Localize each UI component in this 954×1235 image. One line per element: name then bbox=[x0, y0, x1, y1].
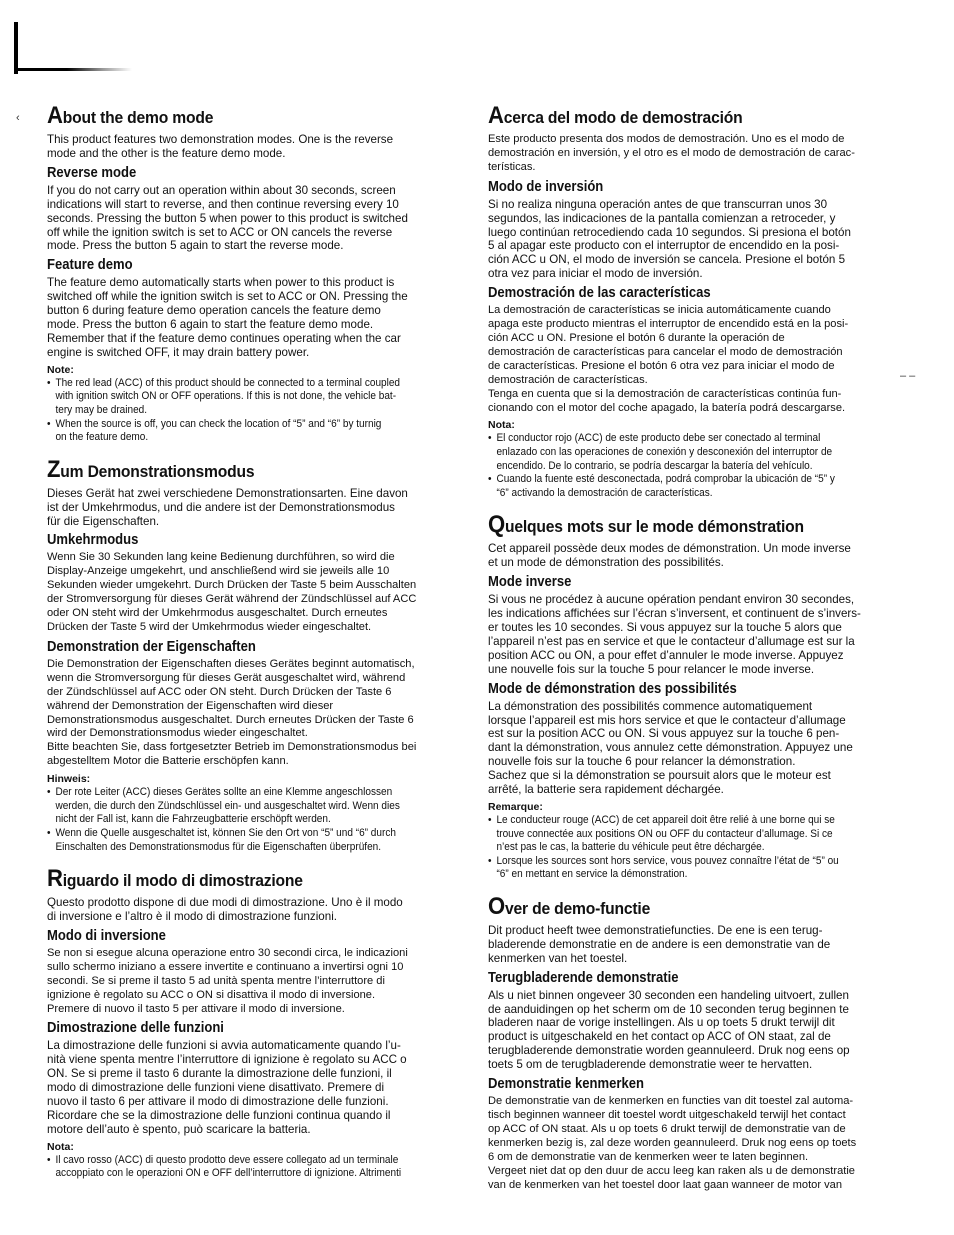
subheading: Terugbladerende demonstratie bbox=[488, 969, 679, 986]
title-text: bout the demo mode bbox=[62, 108, 214, 127]
section-title bbox=[47, 102, 411, 129]
intro-text: Este producto presenta dos modos de demostración. Uno es el modo de demostración en inversión, y el otro es el modo de demostración de carac- terísticas. bbox=[488, 133, 855, 173]
subheading: Demonstratie kenmerken bbox=[488, 1076, 644, 1093]
note-item: • Lorsque les sources sont hors service, vous pouvez connaître l’état de “5” ou “6” en mettant en service la démonstration. bbox=[488, 855, 893, 882]
margin-mark: ‹ bbox=[16, 112, 20, 124]
body-text: If you do not carry out an operation within about 30 seconds, screen indications will start to reverse, and then continue reversing every 10 seconds. Pressing the button 5 when power to this product is switched off while the ignition switch is set to ACC or ON cancels the reverse mode. Press the button 5 again to start the reverse mode. bbox=[47, 183, 408, 253]
note-list bbox=[47, 786, 443, 854]
intro-text: Dit product heeft twee demonstratiefuncties. De ene is een terug- bladerende demonstratie en de andere is een demonstratie van de kenmerken van het toestel. bbox=[488, 923, 831, 965]
title-text: uelques mots sur le mode démonstration bbox=[504, 517, 804, 537]
note-title: Hinweis: bbox=[47, 773, 91, 786]
intro-text: Dieses Gerät hat zwei verschiedene Demonstrationsarten. Eine davon ist der Umkehrmodus, und die andere ist der Demonstrationsmodus für die Eigenschaften. bbox=[47, 486, 408, 528]
subheading: Demonstration der Eigenschaften bbox=[47, 638, 256, 655]
note-item: • Wenn die Quelle ausgeschaltet ist, können Sie den Ort von “5” und “6” durch Einschalten des Demonstrationsmodus für die Eigenschaften überprüfen. bbox=[47, 827, 450, 854]
section-french bbox=[488, 511, 886, 882]
right-column bbox=[488, 102, 886, 1192]
title-text: cerca del modo de demostración bbox=[503, 108, 743, 127]
note-item: • Der rote Leiter (ACC) dieses Gerätes sollte an eine Klemme angeschlossen werden, die durch den Zündschlüssel ein- und ausgeschaltet wird. Wenn dies nicht der Fall ist, kann die Fahrzeugbatterie erschöpft werden. bbox=[47, 786, 450, 827]
subheading: Dimostrazione delle funzioni bbox=[47, 1020, 224, 1037]
section-german bbox=[47, 455, 443, 854]
note-item: • Il cavo rosso (ACC) di questo prodotto deve essere collegato ad un terminale accoppiato con le operazioni ON e OFF dell’interruttore di ignizione. Altrimenti bbox=[47, 1154, 450, 1181]
subheading: Feature demo bbox=[47, 257, 133, 274]
title-text: ver de demo-functie bbox=[504, 898, 651, 918]
note-list bbox=[47, 1154, 443, 1181]
corner-crop-mark bbox=[14, 22, 18, 74]
note-item: • Le conducteur rouge (ACC) de cet appareil doit être relié à une borne qui se trouve connectée aux positions ON ou OFF du contacteur d’allumage. Si ce n’est pas le cas, la batterie du véhicule peut être déchargée. bbox=[488, 814, 893, 855]
drop-cap: O bbox=[488, 892, 505, 920]
section-title bbox=[488, 892, 854, 920]
note-list bbox=[47, 377, 443, 445]
subheading: Modo di inversione bbox=[47, 927, 166, 944]
section-title bbox=[47, 865, 411, 893]
section-title bbox=[488, 102, 854, 129]
body-text: Die Demonstration der Eigenschaften dieses Gerätes beginnt automatisch, wenn die Stromversorgung für dieses Gerät ausgeschaltet wird, während der Zündschlüssel auf ACC oder ON steht. Durch Drücken der Taste 6 während der Demonstration der Eigenschaften wird dieser Demonstrationsmodus ausgeschaltet. Durch erneutes Drücken der Taste 6 wird der Demonstrationsmodus wieder eingeschaltet. Bitte beachten Sie, dass fortgesetzter Betrieb im Demonstrationsmodus bei abgestelltem Motor die Batterie erschöpfen kann. bbox=[47, 657, 417, 768]
subheading: Demostración de las características bbox=[488, 285, 711, 302]
note-list bbox=[488, 432, 886, 500]
section-title bbox=[47, 455, 411, 483]
body-text: La dimostrazione delle funzioni si avvia automaticamente quando l’u- nità viene spenta mentre l’interruttore di ignizione è regolato su ACC o ON. Se si preme il tasto 6 durante la dimostrazione delle funzioni, il modo di dimostrazione delle funzioni viene disattivato. Premere di nuovo il tasto 6 per attivare il modo di dimostrazione delle funzioni. Ricordare che se la dimostrazione delle funzioni continua quando il motore dell’auto è spento, può scaricare la batteria. bbox=[47, 1039, 407, 1136]
subheading: Mode inverse bbox=[488, 574, 572, 591]
note-item: • When the source is off, you can check the location of “5” and “6” by turnig on the feature demo. bbox=[47, 418, 450, 445]
body-text: Als u niet binnen ongeveer 30 seconden een handeling uitvoert, zullen de aanduidingen op het scherm om de 10 seconden terug beginnen te bladeren naar de vorige instellingen. Als u op toets 5 drukt terwijl dit product is uitgeschakeld en het contact op ACC of ON staat, zal de terugbladerende demonstratie worden geannuleerd. Druk nog eens op toets 5 om de terugbladerende demonstratie weer te hervatten. bbox=[488, 988, 850, 1072]
subheading: Reverse mode bbox=[47, 164, 137, 181]
note-title: Remarque: bbox=[488, 800, 543, 813]
drop-cap: A bbox=[488, 102, 504, 129]
corner-crop-line bbox=[14, 68, 132, 71]
section-spanish bbox=[488, 102, 886, 500]
note-title: Nota: bbox=[47, 1140, 74, 1153]
drop-cap: Z bbox=[47, 455, 61, 483]
intro-text: Cet appareil possède deux modes de démonstration. Un mode inverse et un mode de démonstration des possibilités. bbox=[488, 542, 851, 570]
body-text: Si no realiza ninguna operación antes de que transcurran unos 30 segundos, las indicaciones de la pantalla comienzan a retroceder, y luego continúan retrocediendo cada 10 segundos. Si presiona el botón 5 al apagar este producto con el interruptor de encendido en la posi- ción ACC u ON, el modo de inversión se cancela. Presione el botón 5 otra vez para iniciar el modo de inversión. bbox=[488, 197, 851, 281]
drop-cap: A bbox=[47, 102, 63, 129]
note-title: Nota: bbox=[488, 419, 515, 432]
section-italian bbox=[47, 865, 443, 1181]
note-title: Note: bbox=[47, 363, 74, 376]
note-item: • Cuando la fuente esté desconectada, podrá comprobar la ubicación de “5” y “6” activando la demostración de características. bbox=[488, 473, 893, 500]
note-item: • El conductor rojo (ACC) de este producto debe ser conectado al terminal enlazado con las operaciones de conexión y desconexión del interruptor de encendido. De lo contrario, se podría descargar la batería del vehículo. bbox=[488, 432, 893, 473]
left-column bbox=[47, 102, 443, 1181]
subheading: Mode de démonstration des possibilités bbox=[488, 680, 737, 697]
drop-cap: Q bbox=[488, 511, 505, 539]
subheading: Umkehrmodus bbox=[47, 532, 139, 549]
body-text: Se non si esegue alcuna operazione entro 30 secondi circa, le indicazioni sullo schermo iniziano a essere invertite e continuano a invertirsi ogni 10 secondi. Se si preme il tasto 5 ad unità spenta mentre l’interruttore di ignizione è regolato su ACC o ON si disattiva il modo di inversione. Premere di nuovo il tasto 5 per attivare il modo di inversione. bbox=[47, 946, 408, 1015]
drop-cap: R bbox=[47, 865, 63, 893]
section-title bbox=[488, 511, 854, 539]
intro-text: Questo prodotto dispone di due modi di dimostrazione. Uno è il modo di inversione e l’altro è il modo di dimostrazione funzioni. bbox=[47, 896, 403, 924]
title-text: um Demonstrationsmodus bbox=[60, 461, 255, 481]
body-text: Si vous ne procédez à aucune opération pendant environ 30 secondes, les indications affichées sur l’écran s’inversent, et continuent de s’invers- er toutes les 10 secondes. Si vous appuyez sur la touche 5 alors que l’appareil n’est pas en service et que le contacteur d’allumage est sur la position ACC ou ON, a pour effet d’annuler le mode inverse. Appuyez une nouvelle fois sur la touche 5 pour relancer le mode inverse. bbox=[488, 593, 861, 676]
body-text: Wenn Sie 30 Sekunden lang keine Bedienung durchführen, so wird die Display-Anzeige umgekehrt, und anschließend wird sie jeweils alle 10 Sekunden wieder umgekehrt. Durch Drücken der Taste 5 beim Ausschalten der Stromversorgung für dieses Gerät während der Zündschlüssel auf ACC oder ON steht wird der Umkehrmodus ausgeschaltet. Durch erneutes Drücken der Taste 5 wird der Umkehrmodus wieder eingeschaltet. bbox=[47, 551, 417, 633]
body-text: La démonstration des possibilités commence automatiquement lorsque l’appareil est mis hors service et que le contacteur d’allumage est sur la position ACC ou ON. Si vous appuyez sur la touche 6 pen- dant la démonstration, vous annulez cette démonstration. Appuyez une nouvelle fois sur la touche 6 pour relancer la démonstration. Sachez que si la démonstration se poursuit alors que le moteur est arrêté, la batterie sera rapidement déchargée. bbox=[488, 699, 853, 797]
subheading: Modo de inversión bbox=[488, 178, 604, 195]
body-text: The feature demo automatically starts when power to this product is switched off while the ignition switch is set to ACC or ON. Pressing the button 6 during feature demo operation cancels the feature demo mode. Press the button 6 again to start the feature demo mode. Remember that if the feature demo continues operating when the car engine is switched OFF, it may drain battery power. bbox=[47, 276, 408, 359]
margin-mark: – – bbox=[900, 370, 916, 382]
note-list bbox=[488, 814, 886, 882]
section-english bbox=[47, 102, 443, 445]
section-dutch bbox=[488, 892, 886, 1193]
body-text: De demonstratie van de kenmerken en functies van dit toestel zal automa- tisch beginnen wanneer dit toestel wordt uitgeschakeld terwijl het contact op ACC of ON staat. Als u op toets 6 drukt terwijl de demonstratie van de kenmerken bezig is, zal deze worden geannuleerd. Druk nog eens op toets 6 om de demonstratie van de kenmerken weer te laten beginnen. Vergeet niet dat op den duur de accu leeg kan raken als u de demonstratie van de kenmerken van het toestel door laat gaan wanneer de motor van bbox=[488, 1095, 857, 1191]
intro-text: This product features two demonstration modes. One is the reverse mode and the other is the feature demo mode. bbox=[47, 133, 394, 160]
note-item: • The red lead (ACC) of this product should be connected to a terminal coupled with ignition switch ON or OFF operations. If this is not done, the vehicle bat- tery may be drained. bbox=[47, 377, 450, 418]
body-text: La demostración de características se inicia automáticamente cuando apaga este producto mientras el interruptor de encendido está en la posi- ción ACC u ON. Presione el botón 6 durante la operación de demostración de características para cancelar el modo de demostración de características. Presione el botón 6 otra vez para iniciar el modo de demostración de características. Tenga en cuenta que si la demostración de características continúa fun- cionando con el motor del coche apagado, la batería podrá descargarse. bbox=[488, 304, 849, 414]
title-text: iguardo il modo di dimostrazione bbox=[62, 871, 303, 891]
